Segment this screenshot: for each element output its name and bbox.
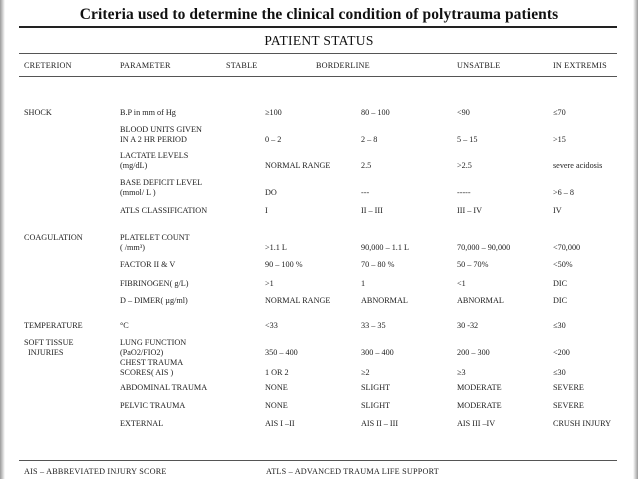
stable-value: AIS I –II (265, 419, 295, 428)
extremis-value: SEVERE (553, 401, 584, 410)
stable-value: >1.1 L (265, 243, 287, 252)
extremis-value: DIC (553, 296, 568, 305)
extremis-value: ≤30 (553, 368, 566, 377)
parameter-label: EXTERNAL (120, 419, 164, 428)
parameter-label: ATLS CLASSIFICATION (120, 206, 208, 215)
parameter-label: PLATELET COUNT (120, 233, 190, 242)
parameter-label: FIBRINOGEN( g/L) (120, 279, 189, 288)
unstable-value: 30 -32 (457, 321, 479, 330)
stable-value: DO (265, 188, 277, 197)
footer-divider (19, 460, 617, 461)
unstable-value: <1 (457, 279, 466, 288)
parameter-label: FACTOR II & V (120, 260, 176, 269)
extremis-value: DIC (553, 279, 568, 288)
parameter-label: BLOOD UNITS GIVEN (120, 125, 202, 134)
slide-right-edge (633, 0, 638, 479)
unstable-value: MODERATE (457, 383, 502, 392)
parameter-label: B.P in mm of Hg (120, 108, 176, 117)
stable-value: NONE (265, 401, 288, 410)
criterion-label: TEMPERATURE (24, 321, 83, 330)
slide-left-edge (0, 0, 5, 479)
parameter-label: D – DIMER( µg/ml) (120, 296, 188, 305)
borderline-value: 300 – 400 (361, 348, 394, 357)
parameter-label: BASE DEFICIT LEVEL (120, 178, 203, 187)
parameter-label: LACTATE LEVELS (120, 151, 189, 160)
borderline-value: AIS II – III (361, 419, 399, 428)
parameter-label: °C (120, 321, 129, 330)
parameter-label: (PaO2/FIO2) (120, 348, 164, 357)
extremis-value: IV (553, 206, 562, 215)
extremis-value: >15 (553, 135, 566, 144)
borderline-value: --- (361, 188, 370, 197)
unstable-value: ABNORMAL (457, 296, 504, 305)
extremis-value: >6 – 8 (553, 188, 574, 197)
unstable-value: 5 – 15 (457, 135, 478, 144)
page-title: Criteria used to determine the clinical condition of polytrauma patients (79, 6, 559, 23)
stable-value: 350 – 400 (265, 348, 298, 357)
stable-value: NORMAL RANGE (265, 161, 331, 170)
footer-ais-note: AIS – ABBREVIATED INJURY SCORE (24, 467, 167, 476)
borderline-value: SLIGHT (361, 401, 391, 410)
parameter-label: PELVIC TRAUMA (120, 401, 186, 410)
header-extremis: IN EXTREMIS (553, 61, 607, 70)
borderline-value: 80 – 100 (361, 108, 390, 117)
header-stable: STABLE (226, 61, 258, 70)
borderline-value: 2 – 8 (361, 135, 378, 144)
stable-value: 0 – 2 (265, 135, 282, 144)
title-divider (19, 26, 617, 28)
borderline-value: 2.5 (361, 161, 372, 170)
criterion-label: SHOCK (24, 108, 52, 117)
patient-status-heading: PATIENT STATUS (264, 33, 374, 48)
borderline-value: 33 – 35 (361, 321, 386, 330)
stable-value: <33 (265, 321, 278, 330)
header-divider (19, 76, 617, 77)
parameter-label: LUNG FUNCTION (120, 338, 187, 347)
borderline-value: 90,000 – 1.1 L (361, 243, 409, 252)
extremis-value: severe acidosis (553, 161, 603, 170)
header-criterion: CRETERION (24, 61, 72, 70)
header-parameter: PARAMETER (120, 61, 171, 70)
parameter-label: SCORES( AIS ) (120, 368, 174, 377)
extremis-value: <70,000 (553, 243, 581, 252)
unstable-value: MODERATE (457, 401, 502, 410)
footer-atls-note: ATLS – ADVANCED TRAUMA LIFE SUPPORT (266, 467, 439, 476)
header-unstable: UNSATBLE (457, 61, 501, 70)
stable-value: 1 OR 2 (265, 368, 289, 377)
borderline-value: 70 – 80 % (361, 260, 395, 269)
parameter-label: ABDOMINAL TRAUMA (120, 383, 208, 392)
header-borderline: BORDERLINE (316, 61, 370, 70)
parameter-label: (mg/dL) (120, 161, 148, 170)
stable-value: I (265, 206, 268, 215)
extremis-value: ≤30 (553, 321, 566, 330)
status-divider (19, 53, 617, 54)
stable-value: >1 (265, 279, 274, 288)
parameter-label: (mmol/ L ) (120, 188, 156, 197)
stable-value: ≥100 (265, 108, 282, 117)
stable-value: NONE (265, 383, 288, 392)
unstable-value: ≥3 (457, 368, 466, 377)
stable-value: 90 – 100 % (265, 260, 303, 269)
criterion-label: INJURIES (28, 348, 64, 357)
unstable-value: AIS III –IV (457, 419, 496, 428)
extremis-value: <200 (553, 348, 570, 357)
extremis-value: CRUSH INJURY (553, 419, 612, 428)
unstable-value: ----- (457, 188, 471, 197)
unstable-value: 50 – 70% (457, 260, 489, 269)
unstable-value: III – IV (457, 206, 483, 215)
extremis-value: SEVERE (553, 383, 584, 392)
borderline-value: SLIGHT (361, 383, 391, 392)
unstable-value: <90 (457, 108, 470, 117)
borderline-value: II – III (361, 206, 383, 215)
borderline-value: ≥2 (361, 368, 370, 377)
borderline-value: ABNORMAL (361, 296, 408, 305)
parameter-label: CHEST TRAUMA (120, 358, 184, 367)
unstable-value: 200 – 300 (457, 348, 490, 357)
stable-value: NORMAL RANGE (265, 296, 331, 305)
borderline-value: 1 (361, 279, 366, 288)
criterion-label: COAGULATION (24, 233, 83, 242)
unstable-value: 70,000 – 90,000 (457, 243, 511, 252)
extremis-value: ≤70 (553, 108, 566, 117)
unstable-value: >2.5 (457, 161, 472, 170)
parameter-label: ( /mm³) (120, 243, 145, 252)
parameter-label: IN A 2 HR PERIOD (120, 135, 187, 144)
extremis-value: <50% (553, 260, 573, 269)
criterion-label: SOFT TISSUE (24, 338, 74, 347)
